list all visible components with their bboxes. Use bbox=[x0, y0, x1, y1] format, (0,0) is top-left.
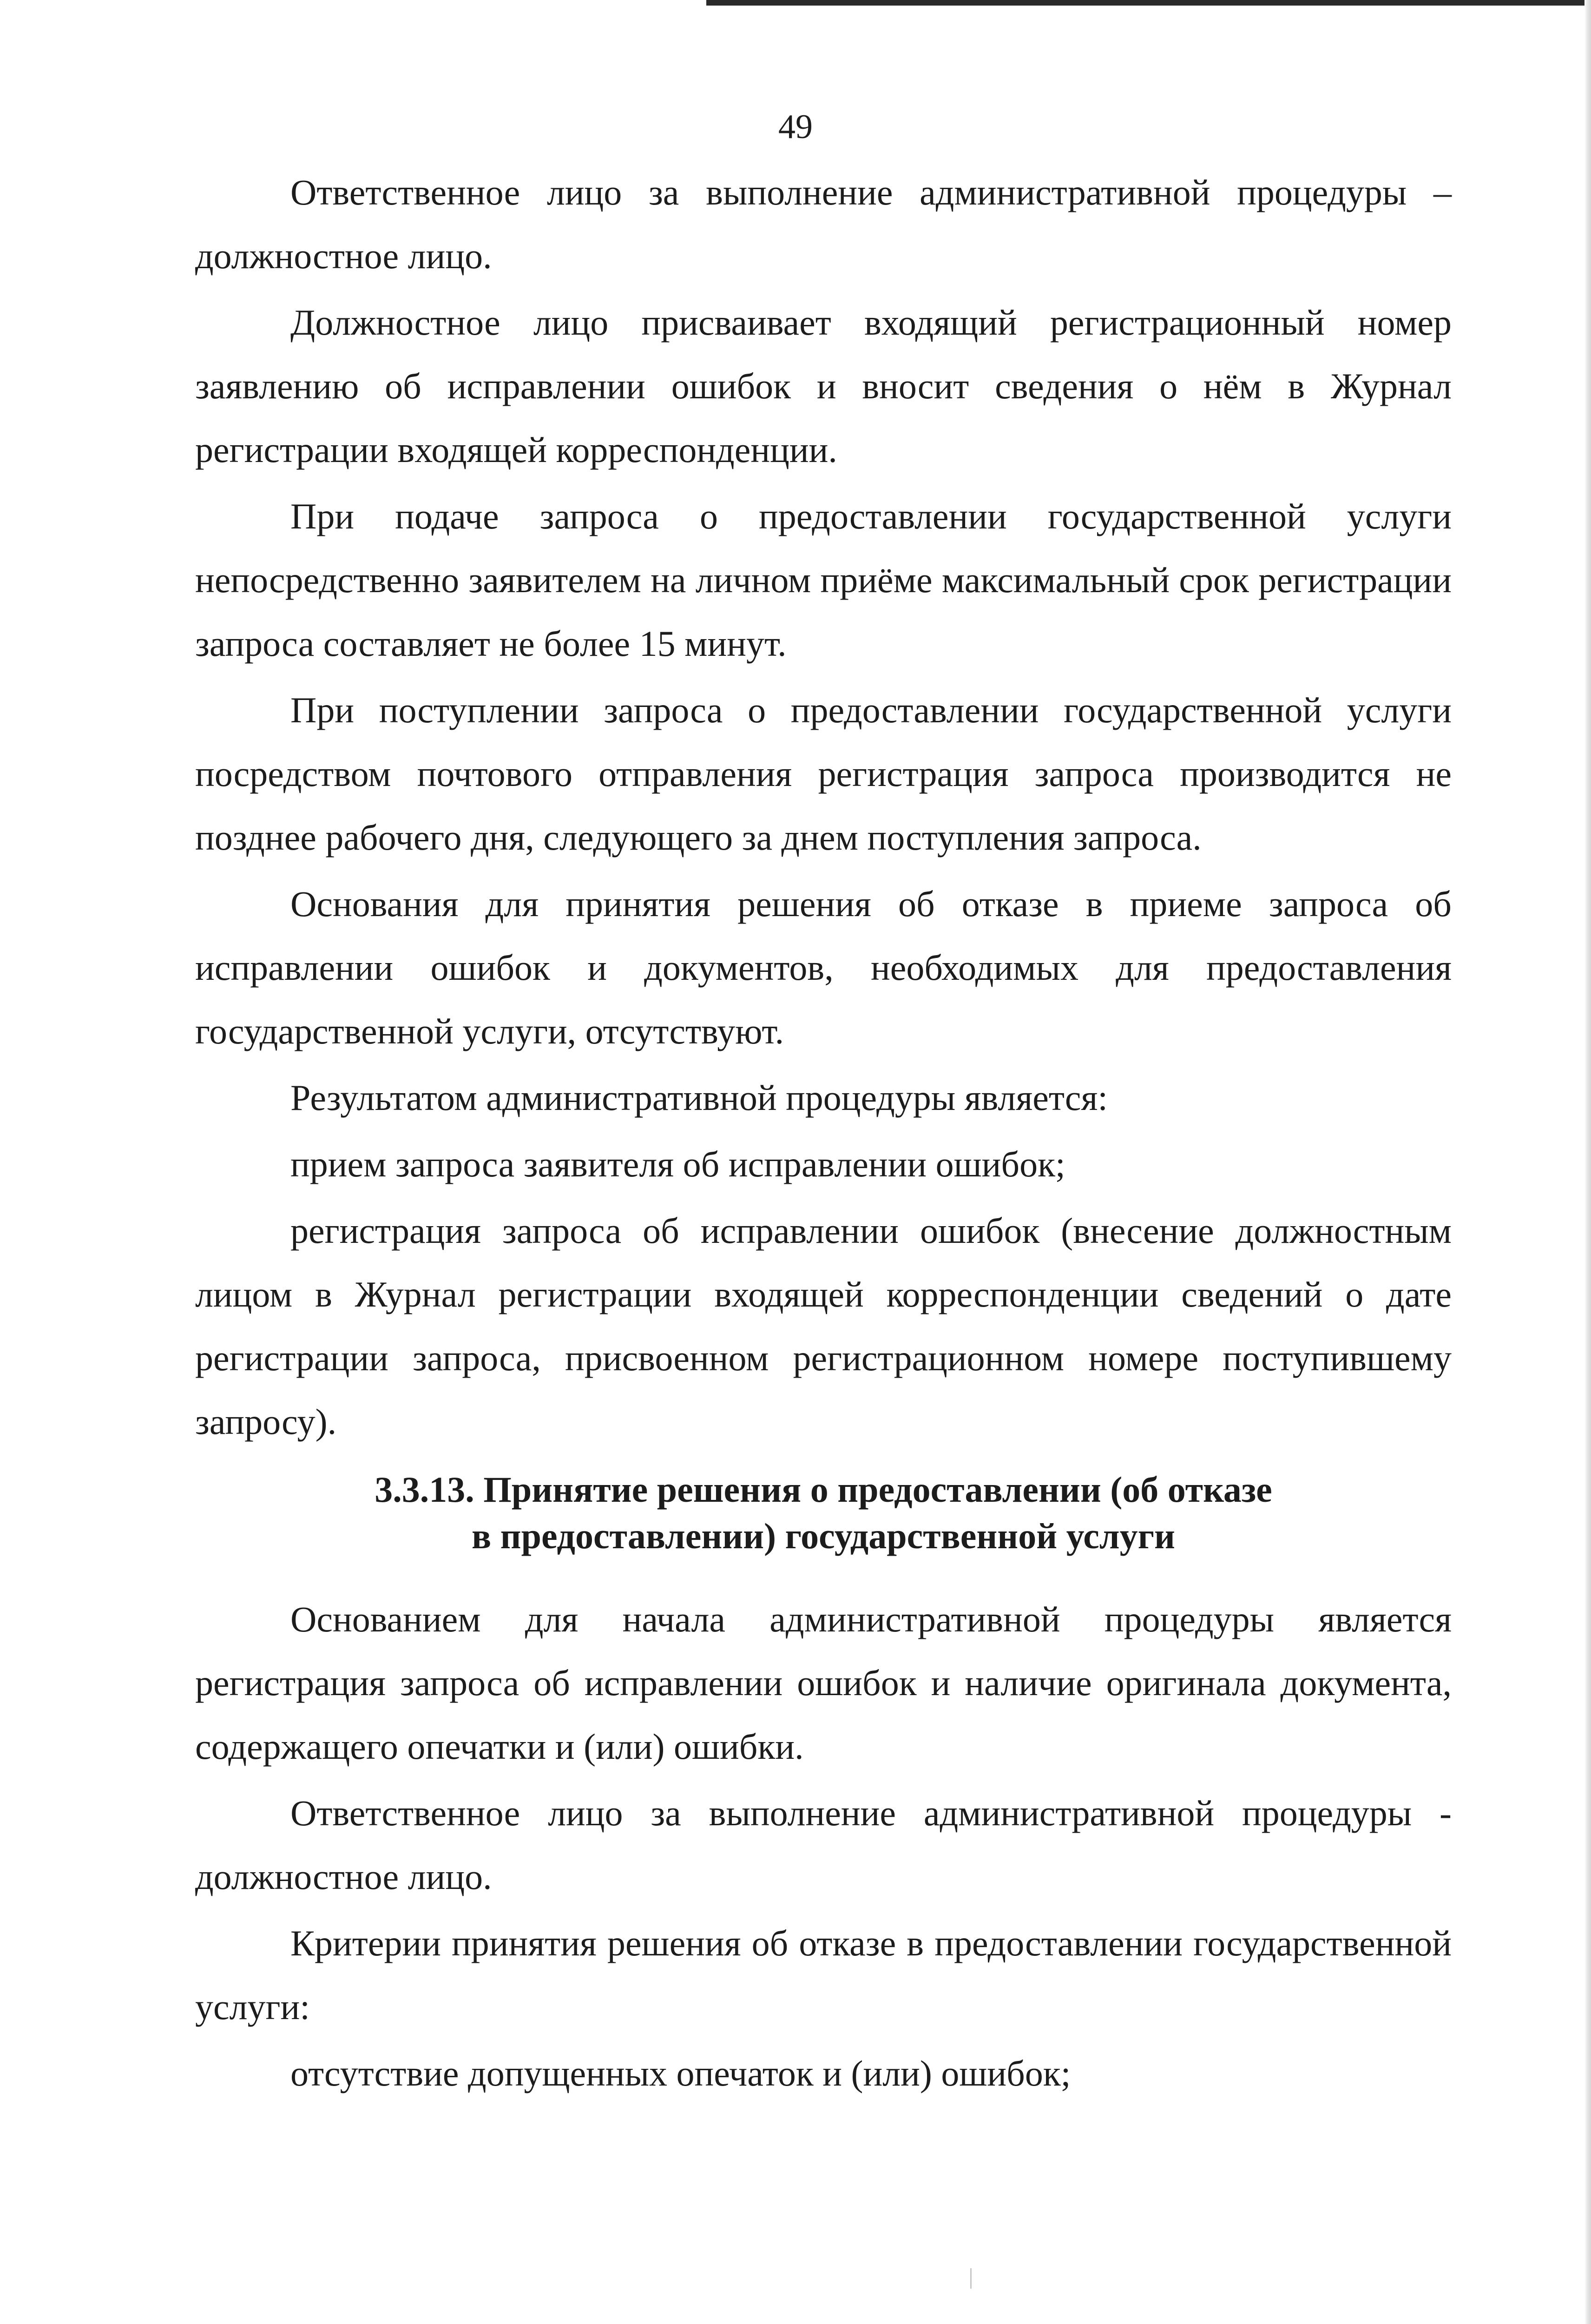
paragraph-result-item-1: прием запроса заявителя об исправлении ошибок; bbox=[290, 1144, 1065, 1184]
paragraph-refusal-grounds: Основания для принятия решения об отказе в приеме запроса об исправлении ошибок и документов, необходимых для предоставления государственной услуги, отсутствуют. bbox=[195, 884, 1452, 1051]
paragraph-refusal-criteria: Критерии принятия решения об отказе в предоставлении государственной услуги: bbox=[195, 1923, 1452, 2027]
section-heading-line-1: 3.3.13. Принятие решения о предоставлении (об отказе bbox=[375, 1469, 1272, 1510]
page-number: 49 bbox=[778, 108, 813, 146]
paragraph-criteria-item-1: отсутствие допущенных опечаток и (или) ошибок; bbox=[290, 2053, 1071, 2093]
paragraph-registration-number: Должностное лицо присваивает входящий регистрационный номер заявлению об исправлении ошибок и вносит сведения о нём в Журнал регистрации входящей корреспонденции. bbox=[195, 302, 1452, 470]
paragraph-responsible-person-2: Ответственное лицо за выполнение административной процедуры - должностное лицо. bbox=[195, 1793, 1452, 1897]
paragraph-result-intro: Результатом административной процедуры является: bbox=[290, 1077, 1108, 1118]
paragraph-procedure-basis: Основанием для начала административной процедуры является регистрация запроса об исправлении ошибок и наличие оригинала документа, содержащего опечатки и (или) ошибки. bbox=[195, 1599, 1452, 1767]
scan-top-edge bbox=[706, 0, 1591, 6]
document-body bbox=[195, 160, 1452, 2105]
section-heading bbox=[195, 1466, 1452, 1559]
scan-right-edge bbox=[1584, 0, 1591, 2324]
scan-artifact-mark bbox=[970, 2268, 972, 2289]
section-heading-line-2: в предоставлении) государственной услуги bbox=[472, 1516, 1175, 1556]
paragraph-personal-submission: При подаче запроса о предоставлении государственной услуги непосредственно заявителем на личном приёме максимальный срок регистрации запроса составляет не более 15 минут. bbox=[195, 496, 1452, 664]
paragraph-result-item-2: регистрация запроса об исправлении ошибок (внесение должностным лицом в Журнал регистрации входящей корреспонденции сведений о дате регистрации запроса, присвоенном регистрационном номере поступившему запросу). bbox=[195, 1210, 1452, 1442]
paragraph-postal-submission: При поступлении запроса о предоставлении государственной услуги посредством почтового отправления регистрация запроса производится не позднее рабочего дня, следующего за днем поступления запроса. bbox=[195, 690, 1452, 858]
paragraph-responsible-person: Ответственное лицо за выполнение административной процедуры – должностное лицо. bbox=[195, 172, 1452, 276]
